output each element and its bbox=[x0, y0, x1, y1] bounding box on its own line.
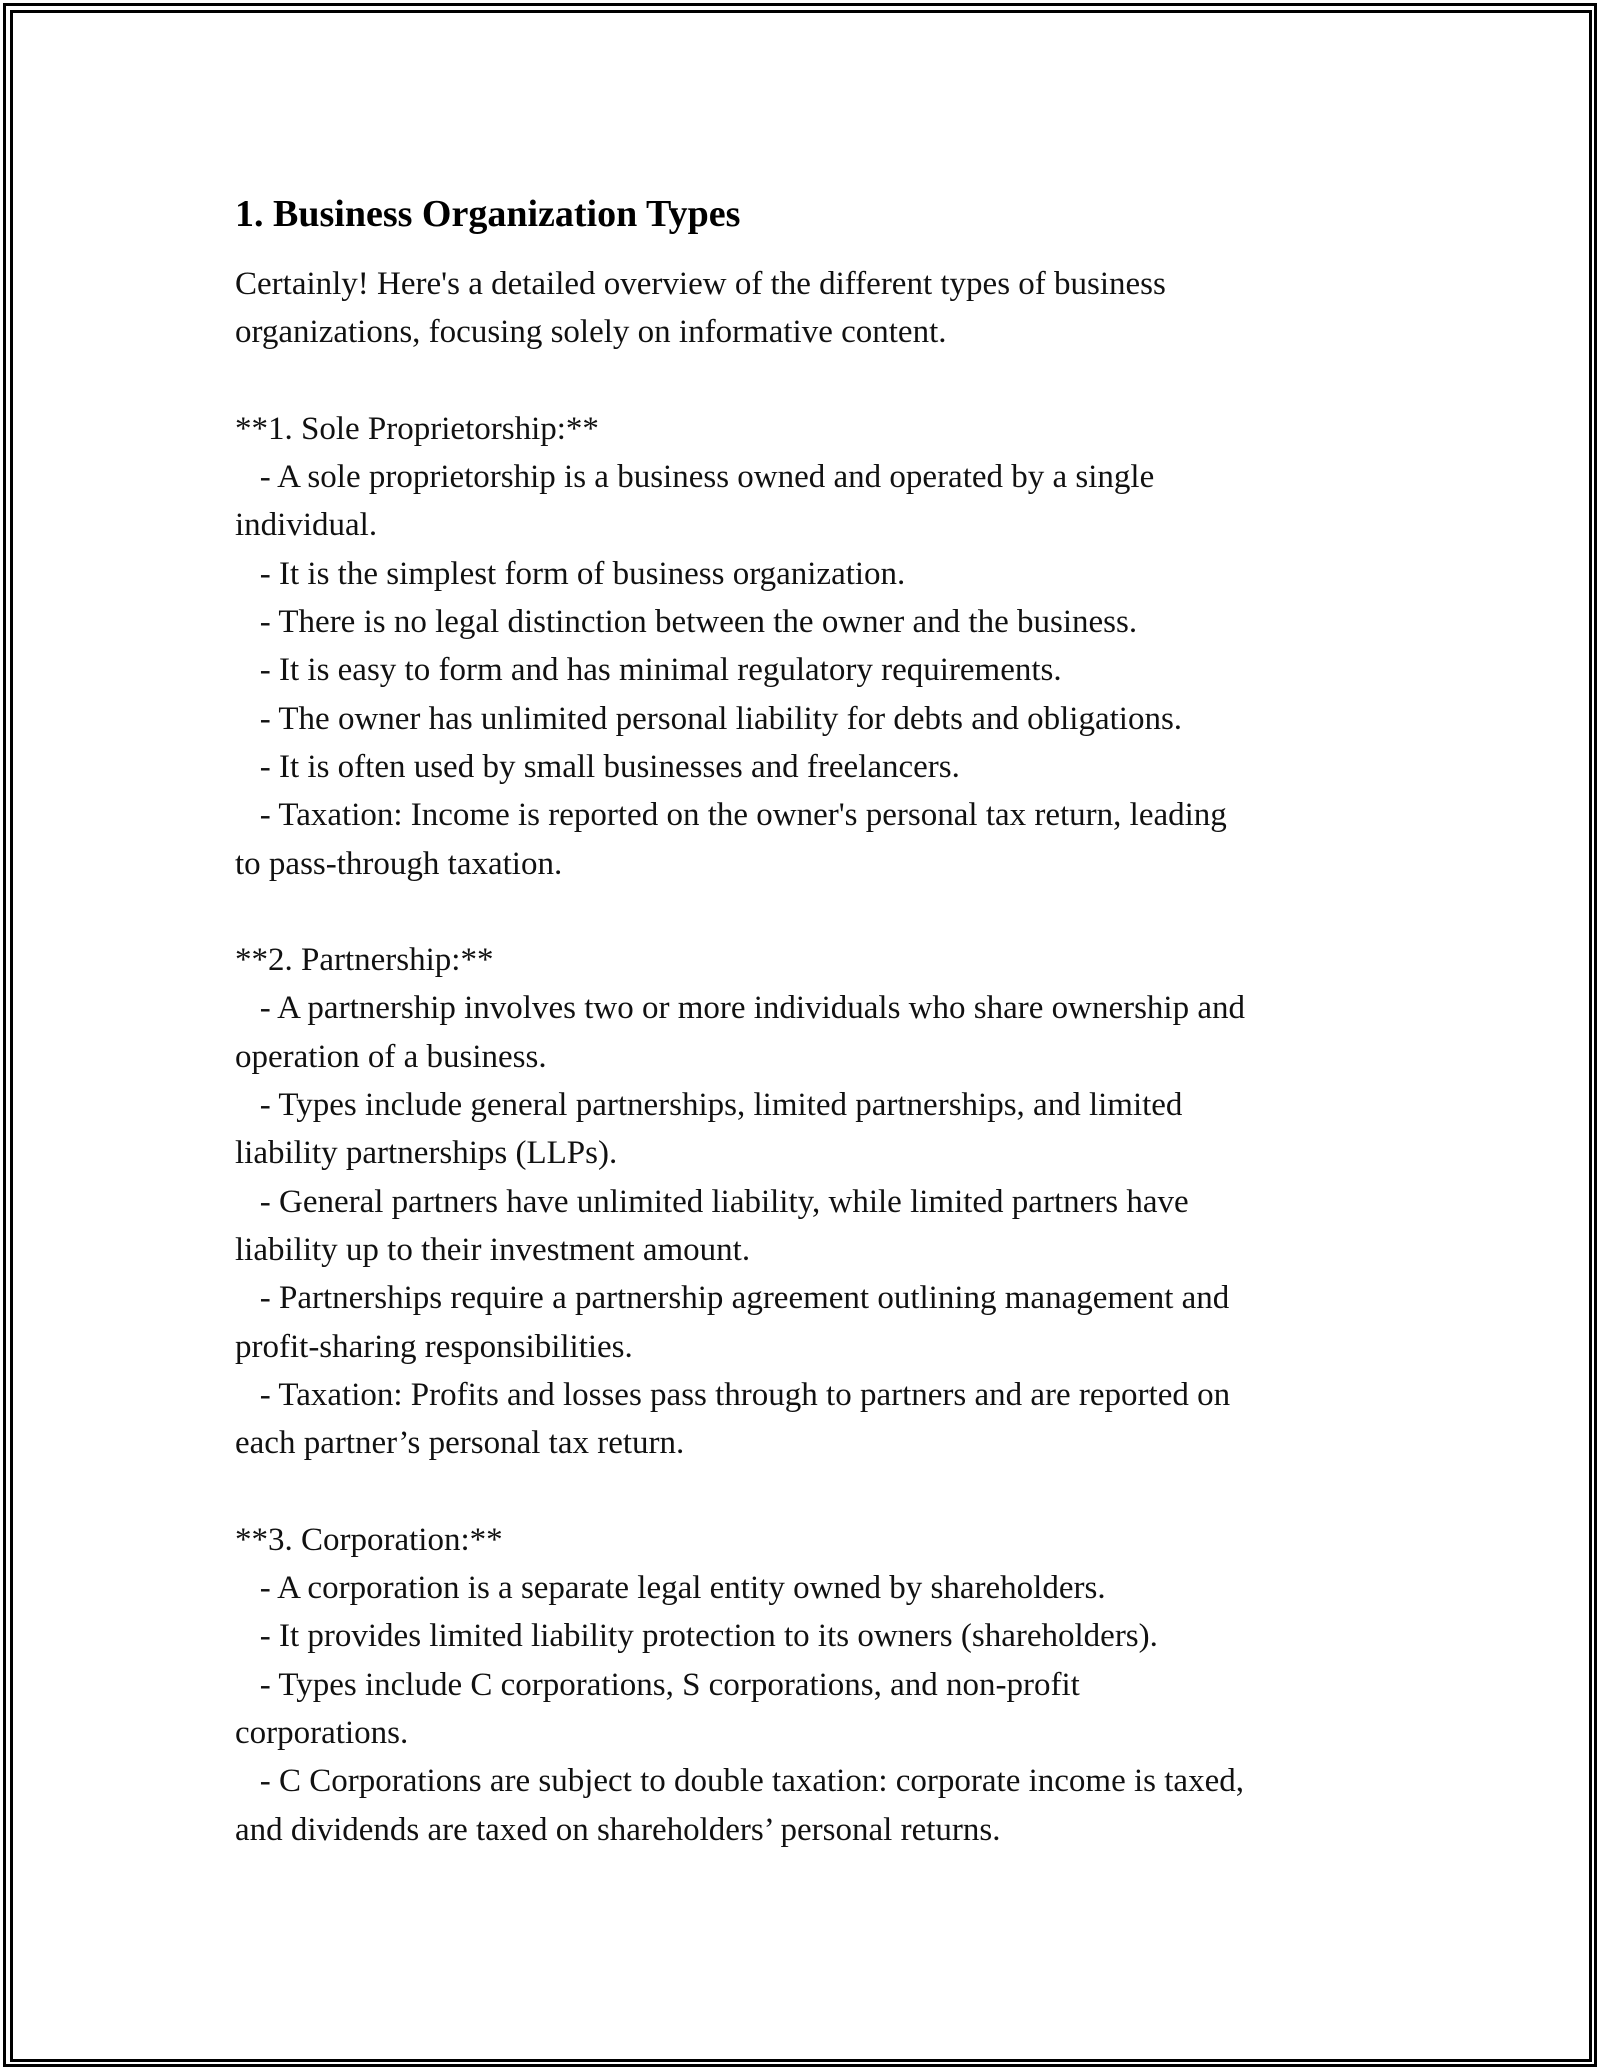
document-content bbox=[235, 188, 1385, 1854]
document-body: Certainly! Here's a detailed overview of the different types of business organizations, focusing solely on informative content. **1. Sole Proprietorship:** - A sole proprietorship is a business owned and operated by a single individual. - It is the simplest form of business organization. - There is no legal distinction between the owner and the business. - It is easy to form and has minimal regulatory requirements. - The owner has unlimited personal liability for debts and obligations. - It is often used by small businesses and freelancers. - Taxation: Income is reported on the owner's personal tax return, leading to pass-through taxation. **2. Partnership:** - A partnership involves two or more individuals who share ownership and operation of a business. - Types include general partnerships, limited partnerships, and limited liability partnerships (LLPs). - General partners have unlimited liability, while limited partners have liability up to their investment amount. - Partnerships require a partnership agreement outlining management and profit-sharing responsibilities. - Taxation: Profits and losses pass through to partners and are reported on each partner’s personal tax return. **3. Corporation:** - A corporation is a separate legal entity owned by shareholders. - It provides limited liability protection to its owners (shareholders). - Types include C corporations, S corporations, and non-profit corporations. - C Corporations are subject to double taxation: corporate income is taxed, and dividends are taxed on shareholders’ personal returns. bbox=[235, 266, 1245, 1848]
document-heading: 1. Business Organization Types bbox=[235, 193, 741, 235]
